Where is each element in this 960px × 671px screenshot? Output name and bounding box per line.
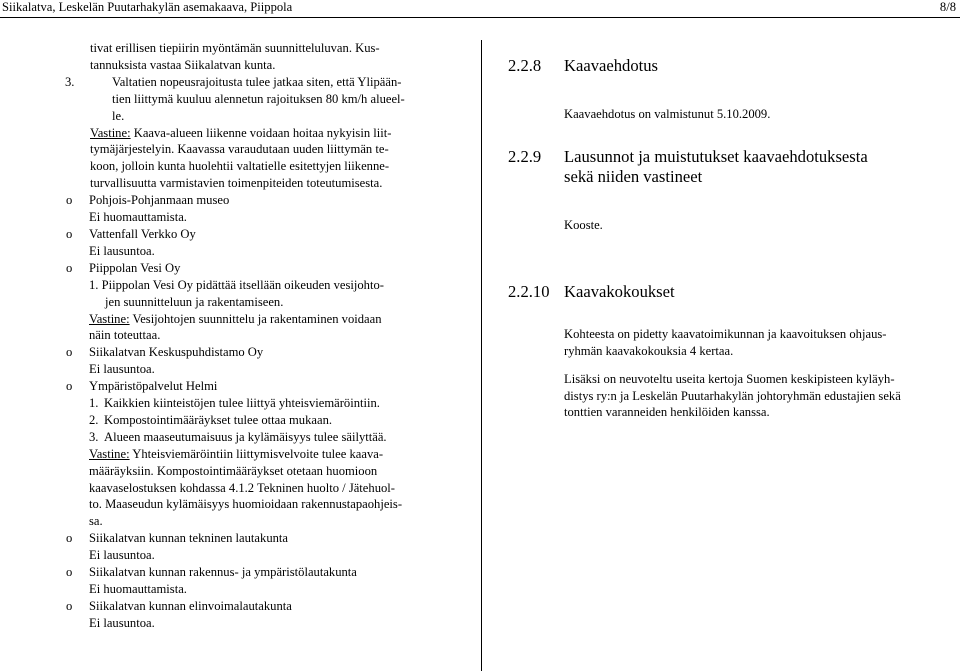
bullet-icon: o [66, 598, 73, 613]
bullet-icon: o [66, 345, 73, 360]
list-item: o Siikalatvan kunnan elinvoimalautakunta Ei lausuntoa. [66, 598, 292, 630]
bullet-icon: o [66, 565, 73, 580]
page-number: 8/8 [939, 0, 956, 14]
bullet-icon: o [66, 226, 73, 241]
section-heading-229: 2.2.9 Lausunnot ja muistutukset kaavaehdotuksesta sekä niiden vastineet [508, 146, 868, 186]
left-column [65, 40, 467, 632]
bullet-icon: o [66, 193, 73, 208]
section-text-229: Kooste. [564, 217, 603, 232]
section-paragraph: Lisäksi on neuvoteltu useita kertoja Suomen keskipisteen kyläyh- distys ry:n ja Leskelän Puutarhakylän johtoryhmän edustajien sekä tonttien varanneiden henkilöiden kanssa. [564, 371, 901, 420]
list-item: o Pohjois-Pohjanmaan museo Ei huomauttamista. [66, 193, 230, 225]
vastine-label: Vastine: [90, 125, 131, 140]
right-column [508, 40, 958, 421]
list-item: o Siikalatvan Keskuspuhdistamo Oy Ei lausuntoa. [66, 345, 264, 377]
column-divider [481, 40, 482, 671]
continued-text: tivat erillisen tiepiirin myöntämän suunnitteluluvan. Kus- tannuksista vastaa Siikalatvan kunta. [90, 41, 380, 72]
header-divider [0, 17, 960, 18]
section-heading-2210: 2.2.10 Kaavakokoukset [508, 281, 675, 301]
list-item: o Siikalatvan kunnan tekninen lautakunta Ei lausuntoa. [66, 531, 288, 563]
list-item-3: 3. Valtatien nopeusrajoitusta tulee jatkaa siten, että Ylipään- tien liittymä kuuluu alennetun rajoituksen 80 km/h alueel- le. [65, 74, 405, 123]
section-paragraph: Kohteesta on pidetty kaavatoimikunnan ja kaavoituksen ohjaus- ryhmän kaavakokouksia 4 kertaa. [564, 326, 887, 358]
list-item: o Ympäristöpalvelut Helmi 1. Kaikkien kiinteistöjen tulee liittyä yhteisviemäröintiin. 2. Kompostointimääräykset tulee ottaa mukaan. 3. Alueen maaseutumaisuus ja kylämäisyys tulee säilyttää. Vastine: Yhteisviemäröintiin liittymisvelvoite tulee kaava- määräyksiin. Kompostointimääräykset otetaan huomioon kaavaselostuksen kohdassa 4.1.2 Tekninen huolto / Jätehuol- to. Maaseudun kylämäisyys huomioidaan rakennustapaohjeis- sa. [66, 379, 403, 529]
list-item: o Vattenfall Verkko Oy Ei lausuntoa. [66, 226, 196, 258]
vastine-traffic: Vastine: Kaava-alueen liikenne voidaan hoitaa nykyisin liit- tymäjärjestelyin. Kaavassa varaudutaan uuden liittymän te- koon, jolloin kunta huolehtii valtatielle esitettyjen liikenne- turvallisuutta varmistavien toimenpiteiden toteutumisesta. [90, 125, 392, 191]
bullet-icon: o [66, 260, 73, 275]
section-text-228: Kaavaehdotus on valmistunut 5.10.2009. [564, 107, 771, 121]
section-heading-228: 2.2.8 Kaavaehdotus [508, 56, 658, 75]
list-item: o Piippolan Vesi Oy 1. Piippolan Vesi Oy pidättää itsellään oikeuden vesijohto- jen suunnitteluun ja rakentamiseen. Vastine: Vesijohtojen suunnittelu ja rakentaminen voidaan näin toteuttaa. [66, 260, 384, 343]
bullet-icon: o [66, 531, 73, 546]
bullet-icon: o [66, 379, 73, 394]
document-title: Siikalatva, Leskelän Puutarhakylän asemakaava, Piippola [2, 0, 293, 14]
list-item: o Siikalatvan kunnan rakennus- ja ympäristölautakunta Ei huomauttamista. [66, 565, 357, 596]
